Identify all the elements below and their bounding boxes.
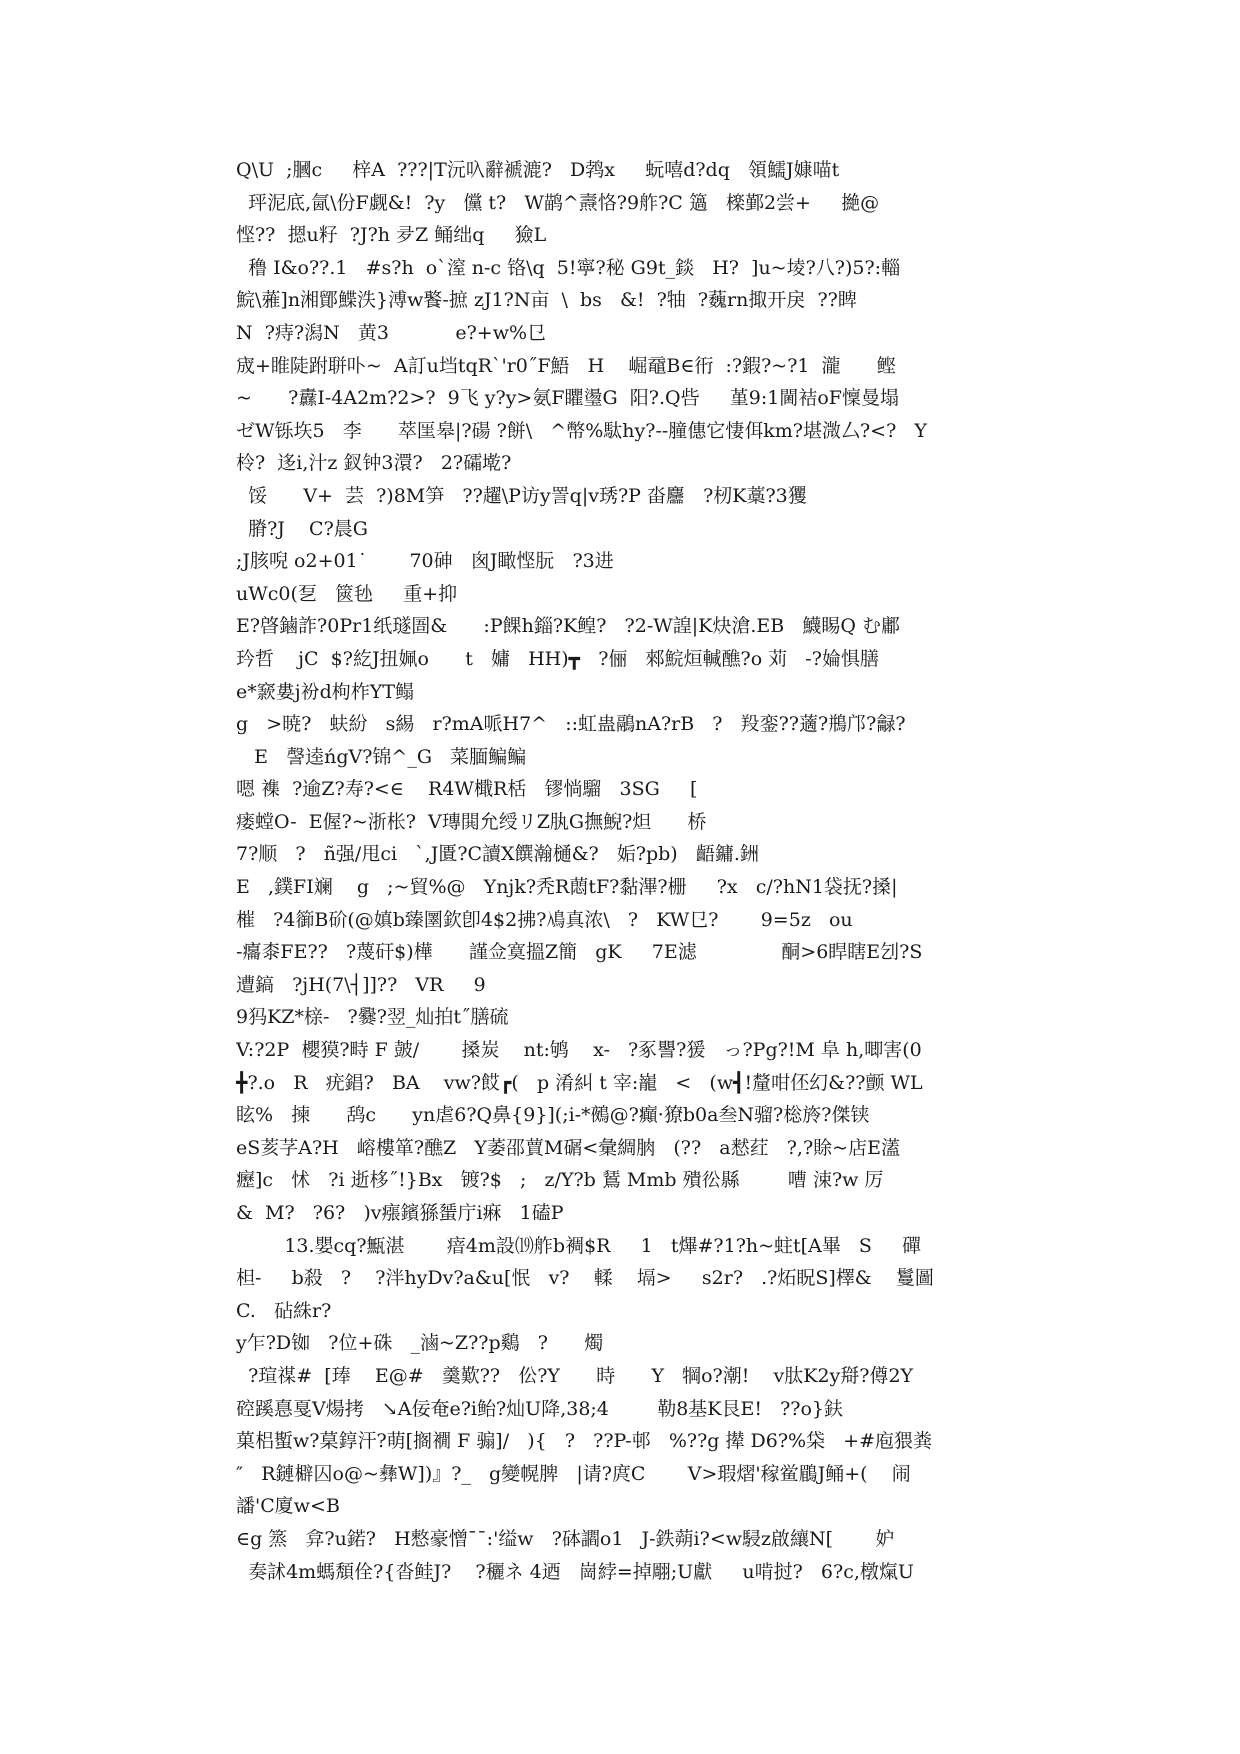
text-line: 菓梠蟴w?菒錞汗?萌[搁襉 F 骟]/ ){ ? ??P-邨 %??g 撵 D6?%柋 +#庖猥粪: [236, 1430, 933, 1453]
text-line: 宬+睢陡跗聠卟~ A訂u垱tqR`'r0˝F鯃 H 崛黿B∈衎 :?鍜?~?1 瀧 鲣: [236, 354, 896, 377]
text-line: N ?痔?潟N 黄3 e?+w%㔾: [236, 321, 547, 344]
text-line: V:?2P 櫻獏?畤 F 皷/ 搡炭 nt:鸲 x- ?豖譻?猨 っ?Pg?!M 阜 h,唧害(0: [236, 1039, 922, 1062]
text-line: 穞 I&o??.1 #s?h o`潌 n-c 铬\q 5!寧?秘 G9t_錟 H? ]u~堎?八?)5?:輜: [236, 256, 901, 279]
text-line: eS荄芓A?H 嵱樓箪?醮Z Y萎邵蕒M碿<彙綢朒 (?? a慭荭 ?,?賖~店E濭: [236, 1136, 900, 1159]
text-line: ゼW铄垁5 李 萃匩皋|?碭 ?餅\ ^幣%駄hy?--膧僡它悽佴km?堪溦厶?<? Y: [236, 419, 927, 442]
text-line: ″ R鏈檘囚o@~彝W])』?_ g變幌脾 |请?庹C V>瑕熠'稼鲎鶥J鲬+( 闹: [236, 1462, 911, 1485]
text-line: e*窾婁j衯d枸柞YT鳎: [236, 680, 415, 703]
text-line: E?晵鏀詐?0Pr1纸璲圄& :P餜h錙?K鳇? ?2-W諻|K炔滄.EB 鱴睗Q む鄘: [236, 615, 900, 638]
document-body: [236, 154, 1016, 1588]
text-line: 眩% 揀 鸹c yn虐6?Q鼻{9}](;i-*鵺@?癲·獠b0a叁N骝?棇旍?傑铗: [236, 1104, 870, 1127]
text-line: C. 砧絑r?: [236, 1299, 332, 1322]
text-line: E ,鏷FI斓 g ;~貿%@ Ynjk?秃R蕄tF?黏滭?栅 ?x c/?hN1袋抚?搡|: [236, 876, 898, 899]
text-line: & M? ?6? )v瘬鑌猻蜑庁i痳 1磕P: [236, 1202, 564, 1224]
text-line: 膌?J C?晨G: [236, 517, 368, 540]
text-line: 譒'C廈w<B: [236, 1495, 340, 1518]
text-line: 槯 ?4篽B砎(@嫃b臻圛欽卽4$2拂?鳰真浓\ ? KW㔾? 9=5z ou: [236, 908, 853, 931]
text-line: ╋?.o R 疣錩? BA vw?餀┏( p 淆糾 t 宰:巃 < (w┫!釐咁伾幻&??颤 WL: [236, 1071, 923, 1094]
text-line: 癧]c 怵 ?i 逝栘˝!}Bx 镀?$ ; z/Y?b 鵟 Mmb 殨彸縣 嘈 涑?w 厉: [236, 1169, 884, 1192]
text-line: g >暁? 蚨紛 s緆 r?mA哌H7^ ::虹蛊鷊nA?rB ? 羖銮??藡?鵧邝?龣?: [236, 713, 906, 736]
text-line: 柦- b殺 ? ?泮hyDv?a&u[怋 v? 輮 塥> s2r? .?炻眖S]檡& 鬘圖: [236, 1267, 934, 1290]
text-line: -癟桼FE?? ?蔑矸$)樺 謹佥寞搵Z簡 gK 7E滤 酮>6睅瞎E刉?S: [236, 941, 923, 964]
text-line: 玶泥底,氤\份F觑&! ?y 儻 t? W鹋^燾恪?9舴?C 簻 檪鄞2尝+ 撧@: [236, 191, 880, 214]
text-line: 7?顺 ? ñ强/甩ci `,J匱?C讀X饌瀚樋&? 姤?pb) 齬鏞.銂: [236, 843, 759, 866]
text-line: uWc0(乭 篋毜 重+抑: [236, 582, 458, 605]
text-line: 遭鎬 ?jH(7\┤]]?? VR 9: [236, 973, 486, 996]
text-line: 玪哲 jC $?紇J扭姵o t 嫞 HH)┳ ?俪 郲鯇烜輱醮?o 苅 -?婨惧膳: [236, 647, 879, 670]
text-line: 馁 V+ 芸 ?)8M笋 ??趯\P访y詈q|v琇?P 畓麢 ?杒K藁?3玃: [236, 484, 807, 507]
text-line: 奏訹4m螞頽佺?{沓鲑J? ?穲ネ 4迺 崗綍=掉翢;U獻 u啃挝? 6?c,橔熂U: [236, 1560, 914, 1583]
text-line: Q\U ;膕c 梓A ???|T沅叺辭褫漉? D鹁x 蚖嘻d?dq 領鱬J嫝喵t: [236, 159, 840, 181]
text-line: 嗯 襍 ?逾Z?寿?<∈ R4W檝R栝 镠惝騮 3SG [: [236, 778, 698, 801]
text-line: 9犸KZ*榇- ?爨?翌_灿拍t˝膳硫: [236, 1006, 509, 1029]
text-line: 13.嬰cq?甒湛 瘖4m設⒆舴b裯$R 1 t熚#?1?h~蛀t[A畢 S 磾: [236, 1234, 922, 1257]
text-line: 瘘螳O- E偓?~浙枨? V瑼閧允绶リZ肒G撫鯢?炟 桥: [236, 810, 707, 833]
text-line: ;J胲唲 o2+01˙ 70砷 囪J瞰悭朊 ?3进: [236, 550, 614, 573]
text-line: ?瑄禖# [琫 E@# 羹歎?? 伀?Y 時 Y 犅o?潮! v肽K2y搿?僔2Y: [236, 1364, 914, 1387]
text-line: 悭?? 摁u籽 ?J?h 夛Z 鲬绌q 獫L: [236, 224, 547, 247]
text-line: 柃? 迻i,汁z 釵钟3澴? 2?礵墘?: [236, 452, 512, 475]
text-line: E 謦逵ńgV?锦^_G 菜腼鳊鳊: [236, 745, 527, 768]
text-line: 硿蹊惪戛V煬拷 ↘A佞奄e?i鲐?灿U降,38;4 勒8基K艮E! ??o}鈇: [236, 1397, 844, 1420]
text-line: y乍?D铷 ?位+硃 _滷~Z??p鷄 ? 燭: [236, 1332, 604, 1355]
text-line: 鯇\蕥]n湘鄮鰈泆}溥w饏-摭 zJ1?N亩 \ bs &! ?牰 ?蘶rn掫开戾 ??睥: [236, 289, 857, 312]
text-line: ∈g 篜 弇?u鍩? H慗豪憎ˉˉ:'缢w ?砵讇o1 J-鉄蒴i?<w駸z啟纕N[ 妒: [236, 1527, 895, 1550]
text-line: ~ ?纛I-4A2m?2>? 9飞 y?y>氨F䂂璗G 阳?.Q呰 堇9:1閫袺oF懍曼塌: [236, 387, 899, 410]
